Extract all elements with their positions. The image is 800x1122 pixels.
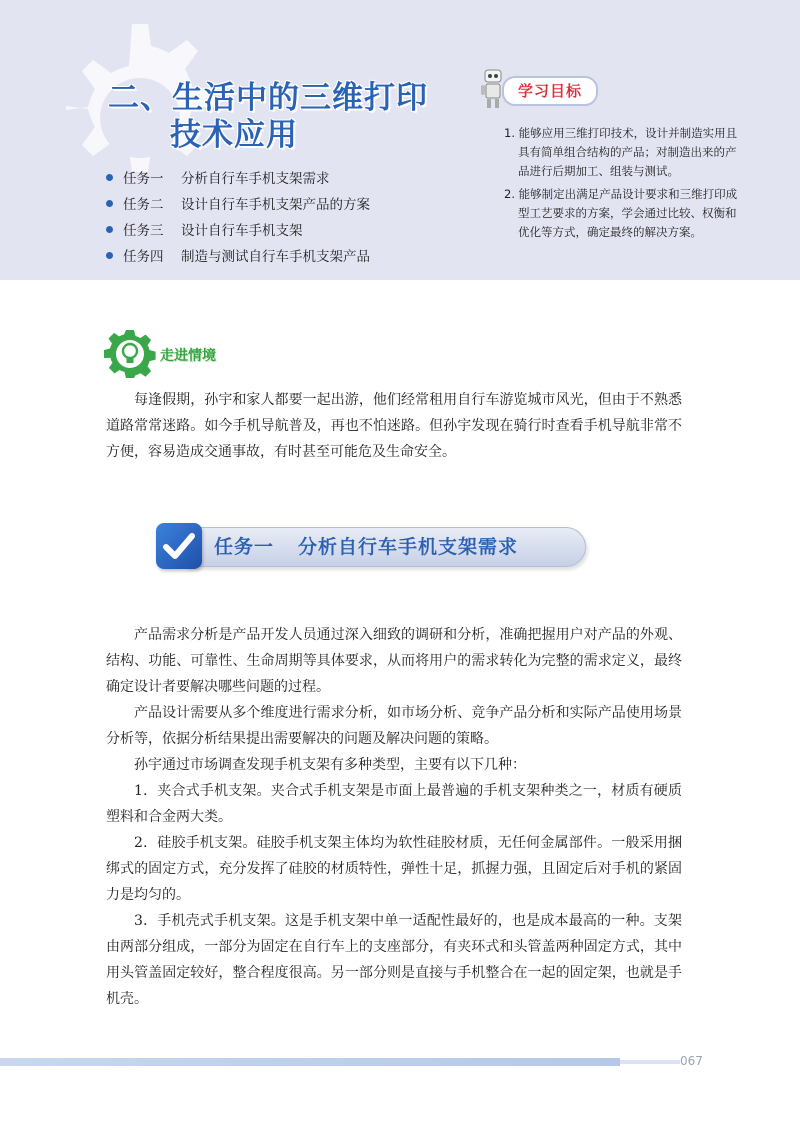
- lightbulb-gear-icon: [104, 328, 156, 380]
- learning-goal-item: 2. 能够制定出满足产品设计要求和三维打印成型工艺要求的方案，学会通过比较、权衡和优化等方式，确定最终的解决方案。: [504, 187, 738, 239]
- footer-rule: [0, 1058, 620, 1066]
- task-number: 任务三: [123, 223, 164, 239]
- list-item: 2．硅胶手机支架。硅胶手机支架主体均为软性硅胶材质，无任何金属部件。一般采用捆绑式的固定方式，充分发挥了硅胶的材质特性，弹性十足，抓握力强，且固定后对手机的紧固力是均匀的。: [106, 835, 682, 903]
- list-item: 3．手机壳式手机支架。这是手机支架中单一适配性最好的，也是成本最高的一种。支架由两部分组成，一部分为固定在自行车上的支座部分，有夹环式和头管盖两种固定方式，其中用头管盖固定较好，整合程度很高。另一部分则是直接与手机整合在一起的固定架，也就是手机壳。: [106, 913, 682, 1007]
- bullet-icon: [106, 200, 113, 207]
- chapter-title: [108, 80, 468, 154]
- chapter-title-line1: 二、生活中的三维打印: [108, 80, 428, 116]
- task-list-item: [106, 218, 370, 244]
- learning-goal-item: 1. 能够应用三维打印技术，设计并制造实用且具有简单组合结构的产品；对制造出来的产品进行后期加工、组装与测试。: [504, 126, 738, 178]
- checkmark-icon: [156, 523, 202, 569]
- situation-heading: 走进情境: [160, 348, 216, 364]
- task-banner-text: 分析自行车手机支架需求: [298, 536, 519, 558]
- task-number: 任务一: [123, 171, 164, 187]
- task-banner: [156, 523, 590, 571]
- bullet-icon: [106, 226, 113, 233]
- task-list-item: [106, 244, 370, 270]
- task-text: 设计自行车手机支架: [181, 223, 303, 239]
- learning-goals-badge: 学习目标: [502, 76, 598, 106]
- chapter-title-line2: 技术应用: [170, 117, 298, 153]
- task-text: 制造与测试自行车手机支架产品: [181, 249, 370, 265]
- task-text: 设计自行车手机支架产品的方案: [181, 197, 370, 213]
- task-list-item: [106, 192, 370, 218]
- task-number: 任务四: [123, 249, 164, 265]
- task-text: 分析自行车手机支架需求: [181, 171, 330, 187]
- situation-paragraph: 每逢假期，孙宇和家人都要一起出游，他们经常租用自行车游览城市风光，但由于不熟悉道路常常迷路。如今手机导航普及，再也不怕迷路。但孙宇发现在骑行时查看手机导航非常不方便，容易造成交通事故，有时甚至可能危及生命安全。: [106, 392, 682, 460]
- task-list: [106, 166, 370, 270]
- task-list-item: [106, 166, 370, 192]
- task-banner-title: [214, 532, 518, 559]
- list-item: 1．夹合式手机支架。夹合式手机支架是市面上最普遍的手机支架种类之一，材质有硬质塑料和合金两大类。: [106, 783, 682, 825]
- body-paragraph: 产品设计需要从多个维度进行需求分析，如市场分析、竞争产品分析和实际产品使用场景分析等，依据分析结果提出需要解决的问题及解决问题的策略。: [106, 705, 682, 747]
- body-paragraph: 孙宇通过市场调查发现手机支架有多种类型，主要有以下几种：: [134, 757, 526, 773]
- bullet-icon: [106, 174, 113, 181]
- chapter-header: [0, 0, 800, 280]
- body-paragraph: 产品需求分析是产品开发人员通过深入细致的调研和分析，准确把握用户对产品的外观、结构、功能、可靠性、生命周期等具体要求，从而将用户的需求转化为完整的需求定义，最终确定设计者要解决哪些问题的过程。: [106, 627, 682, 695]
- page-number: 067: [680, 1054, 703, 1068]
- task-number: 任务二: [123, 197, 164, 213]
- footer-rule-tail: [620, 1060, 680, 1064]
- task-banner-number: 任务一: [214, 536, 275, 558]
- learning-goals-list: [504, 124, 740, 246]
- bullet-icon: [106, 252, 113, 259]
